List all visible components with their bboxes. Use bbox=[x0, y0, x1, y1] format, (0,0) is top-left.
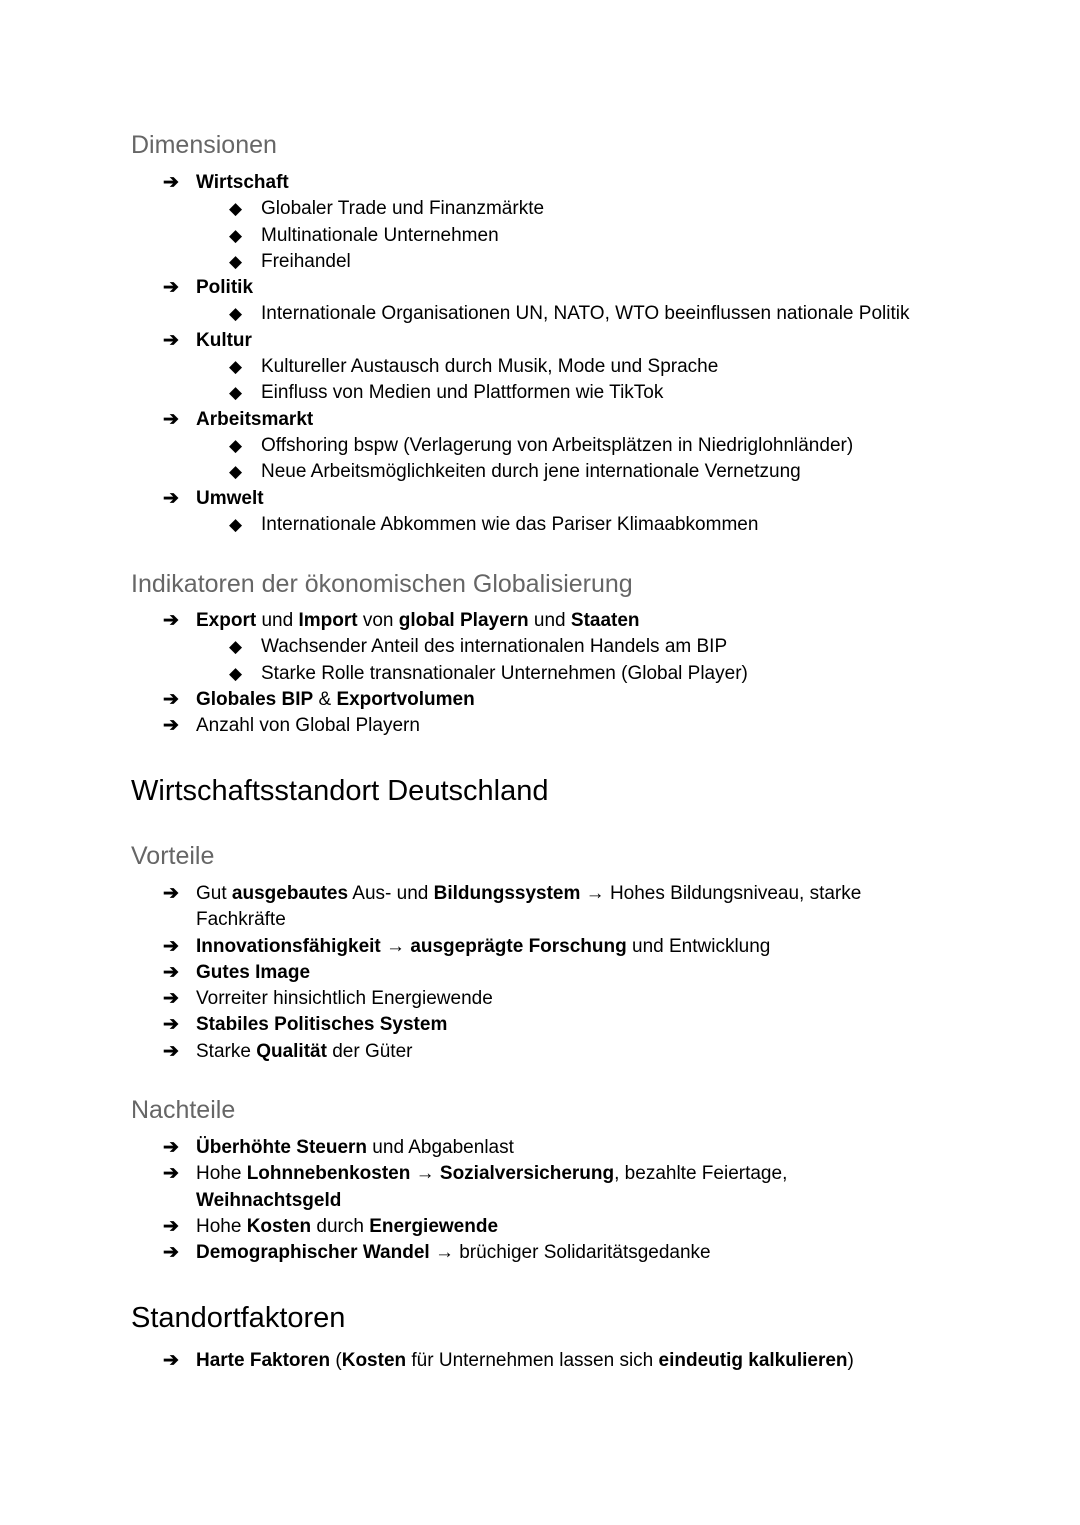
list-item bbox=[0, 1012, 916, 1038]
arrow-bullet-icon: ➔ bbox=[163, 172, 179, 193]
list-item bbox=[0, 1135, 916, 1161]
text: , bezahlte Feiertage, bbox=[614, 1163, 788, 1185]
text: Vorreiter hinsichtlich Energiewende bbox=[196, 988, 493, 1010]
bold-text: Harte Faktoren bbox=[196, 1350, 331, 1371]
bold-text: Politik bbox=[196, 277, 254, 299]
bold-text: Gutes Image bbox=[196, 961, 311, 983]
bold-text: Weihnachtsgeld bbox=[196, 1189, 342, 1211]
list-item bbox=[0, 1161, 916, 1214]
list-item bbox=[0, 1240, 916, 1266]
arrow-bullet-icon: ➔ bbox=[163, 329, 179, 351]
text: Starke Rolle transnationaler Unternehmen (Global Player) bbox=[261, 662, 748, 684]
arrow-bullet-icon: ➔ bbox=[163, 935, 179, 957]
bold-text: Umwelt bbox=[196, 487, 264, 509]
bold-text: Globales BIP bbox=[196, 688, 314, 710]
text: Neue Arbeitsmöglichkeiten durch jene internationale Vernetzung bbox=[261, 461, 801, 483]
section-heading: Nachteile bbox=[131, 1096, 236, 1124]
list-item bbox=[0, 1214, 916, 1240]
list-item bbox=[0, 661, 981, 687]
bold-text: Qualität bbox=[256, 1040, 327, 1062]
text: Hohe bbox=[196, 1163, 247, 1185]
list-item bbox=[0, 354, 981, 380]
bold-text: Überhöhte Steuern bbox=[196, 1137, 368, 1158]
list-item bbox=[0, 407, 916, 433]
list-item bbox=[0, 934, 916, 960]
text: ( bbox=[330, 1350, 342, 1371]
diamond-bullet-icon: ◆ bbox=[229, 199, 243, 219]
list-item bbox=[0, 1348, 916, 1374]
arrow-bullet-icon: ➔ bbox=[163, 715, 179, 737]
text: & bbox=[313, 688, 337, 710]
bold-text: Stabiles Politisches System bbox=[196, 1014, 448, 1036]
text: von bbox=[357, 610, 399, 631]
text: ) bbox=[847, 1350, 854, 1371]
section-heading: Vorteile bbox=[131, 842, 215, 870]
text: Internationale Abkommen wie das Pariser Klimaabkommen bbox=[261, 513, 759, 535]
list-item bbox=[0, 960, 916, 986]
bullet-list bbox=[0, 608, 1080, 739]
text: Starke bbox=[196, 1040, 257, 1062]
text: Freihandel bbox=[261, 250, 351, 272]
text: → bbox=[380, 935, 411, 957]
arrow-bullet-icon: ➔ bbox=[163, 408, 179, 430]
list-item bbox=[0, 486, 916, 512]
bullet-list bbox=[0, 170, 1080, 538]
list-item bbox=[0, 986, 916, 1012]
diamond-bullet-icon: ◆ bbox=[229, 304, 243, 324]
diamond-bullet-icon: ◆ bbox=[229, 357, 243, 377]
bold-text: Sozialversicherung bbox=[439, 1163, 615, 1185]
diamond-bullet-icon: ◆ bbox=[229, 251, 243, 271]
list-item bbox=[0, 433, 981, 459]
section-heading: Dimensionen bbox=[131, 131, 277, 159]
bold-text: Import bbox=[298, 610, 358, 631]
bold-text: ausgebautes bbox=[231, 883, 349, 904]
arrow-bullet-icon: ➔ bbox=[163, 610, 179, 631]
arrow-bullet-icon: ➔ bbox=[163, 1215, 179, 1237]
list-item bbox=[0, 1039, 916, 1065]
text: → brüchiger Solidaritätsgedanke bbox=[429, 1242, 711, 1264]
bullet-list bbox=[0, 1348, 1080, 1374]
arrow-bullet-icon: ➔ bbox=[163, 277, 179, 299]
text: → bbox=[410, 1163, 440, 1185]
text: Anzahl von Global Playern bbox=[196, 715, 420, 737]
text: und Entwicklung bbox=[626, 935, 771, 957]
list-item bbox=[0, 170, 916, 196]
arrow-bullet-icon: ➔ bbox=[163, 883, 179, 904]
text: Hohe bbox=[196, 1215, 247, 1237]
diamond-bullet-icon: ◆ bbox=[229, 435, 243, 455]
bold-text: Lohnnebenkosten bbox=[246, 1163, 411, 1185]
diamond-bullet-icon: ◆ bbox=[229, 637, 243, 657]
list-item bbox=[0, 713, 916, 739]
list-item bbox=[0, 249, 981, 275]
list-item bbox=[0, 634, 981, 660]
list-item bbox=[0, 223, 981, 249]
section-heading: Wirtschaftsstandort Deutschland bbox=[131, 775, 549, 807]
arrow-bullet-icon: ➔ bbox=[163, 1014, 179, 1036]
bold-text: ausgeprägte Forschung bbox=[410, 935, 627, 957]
diamond-bullet-icon: ◆ bbox=[229, 225, 243, 245]
text: und bbox=[256, 610, 299, 631]
text: Globaler Trade und Finanzmärkte bbox=[261, 198, 545, 220]
arrow-bullet-icon: ➔ bbox=[163, 1350, 179, 1371]
text: und Abgabenlast bbox=[367, 1137, 514, 1158]
bold-text: Energiewende bbox=[369, 1215, 499, 1237]
list-item bbox=[0, 512, 981, 538]
text: Internationale Organisationen UN, NATO, WTO beeinflussen nationale Politik bbox=[261, 303, 910, 325]
arrow-bullet-icon: ➔ bbox=[163, 1163, 179, 1185]
bold-text: Staaten bbox=[570, 610, 640, 631]
section-heading: Standortfaktoren bbox=[131, 1302, 346, 1334]
arrow-bullet-icon: ➔ bbox=[163, 1137, 179, 1158]
list-item bbox=[0, 275, 916, 301]
list-item bbox=[0, 328, 916, 354]
bold-text: Bildungssystem bbox=[433, 883, 581, 904]
bold-text: Innovationsfähigkeit bbox=[196, 935, 381, 957]
list-item bbox=[0, 301, 981, 327]
diamond-bullet-icon: ◆ bbox=[229, 383, 243, 403]
list-item bbox=[0, 687, 916, 713]
bold-text: Arbeitsmarkt bbox=[196, 408, 314, 430]
text: der Güter bbox=[326, 1040, 413, 1062]
list-item bbox=[0, 459, 981, 485]
text: Gut bbox=[196, 883, 232, 904]
text: durch bbox=[311, 1215, 370, 1237]
bullet-list bbox=[0, 881, 1080, 1065]
list-item bbox=[0, 196, 981, 222]
list-item bbox=[0, 881, 916, 934]
bold-text: Export bbox=[196, 610, 257, 631]
bullet-list bbox=[0, 1135, 1080, 1266]
text: Multinationale Unternehmen bbox=[261, 224, 499, 246]
arrow-bullet-icon: ➔ bbox=[163, 988, 179, 1010]
text: Kultureller Austausch durch Musik, Mode und Sprache bbox=[261, 356, 719, 378]
bold-text: Kultur bbox=[196, 329, 252, 351]
arrow-bullet-icon: ➔ bbox=[163, 487, 179, 509]
bold-text: Wirtschaft bbox=[196, 172, 289, 193]
list-item bbox=[0, 608, 916, 634]
text: und bbox=[528, 610, 571, 631]
diamond-bullet-icon: ◆ bbox=[229, 462, 243, 482]
arrow-bullet-icon: ➔ bbox=[163, 1242, 179, 1264]
bold-text: Exportvolumen bbox=[336, 688, 475, 710]
text: Aus- und bbox=[348, 883, 434, 904]
list-item bbox=[0, 380, 981, 406]
arrow-bullet-icon: ➔ bbox=[163, 688, 179, 710]
bold-text: Kosten bbox=[341, 1350, 407, 1371]
bold-text: Demographischer Wandel bbox=[196, 1242, 430, 1264]
text: für Unternehmen lassen sich bbox=[406, 1350, 659, 1371]
text: Einfluss von Medien und Plattformen wie TikTok bbox=[261, 382, 664, 404]
text: Wachsender Anteil des internationalen Handels am BIP bbox=[261, 636, 728, 658]
text: → Hohes Bildungsniveau, starke Fachkräfte bbox=[196, 883, 862, 931]
bold-text: Kosten bbox=[246, 1215, 312, 1237]
arrow-bullet-icon: ➔ bbox=[163, 1040, 179, 1062]
text: Offshoring bspw (Verlagerung von Arbeitsplätzen in Niedriglohnländer) bbox=[261, 434, 854, 456]
section-heading: Indikatoren der ökonomischen Globalisierung bbox=[131, 570, 633, 598]
bold-text: global Playern bbox=[398, 610, 529, 631]
bold-text: eindeutig kalkulieren bbox=[658, 1350, 848, 1371]
diamond-bullet-icon: ◆ bbox=[229, 514, 243, 534]
arrow-bullet-icon: ➔ bbox=[163, 961, 179, 983]
diamond-bullet-icon: ◆ bbox=[229, 663, 243, 683]
